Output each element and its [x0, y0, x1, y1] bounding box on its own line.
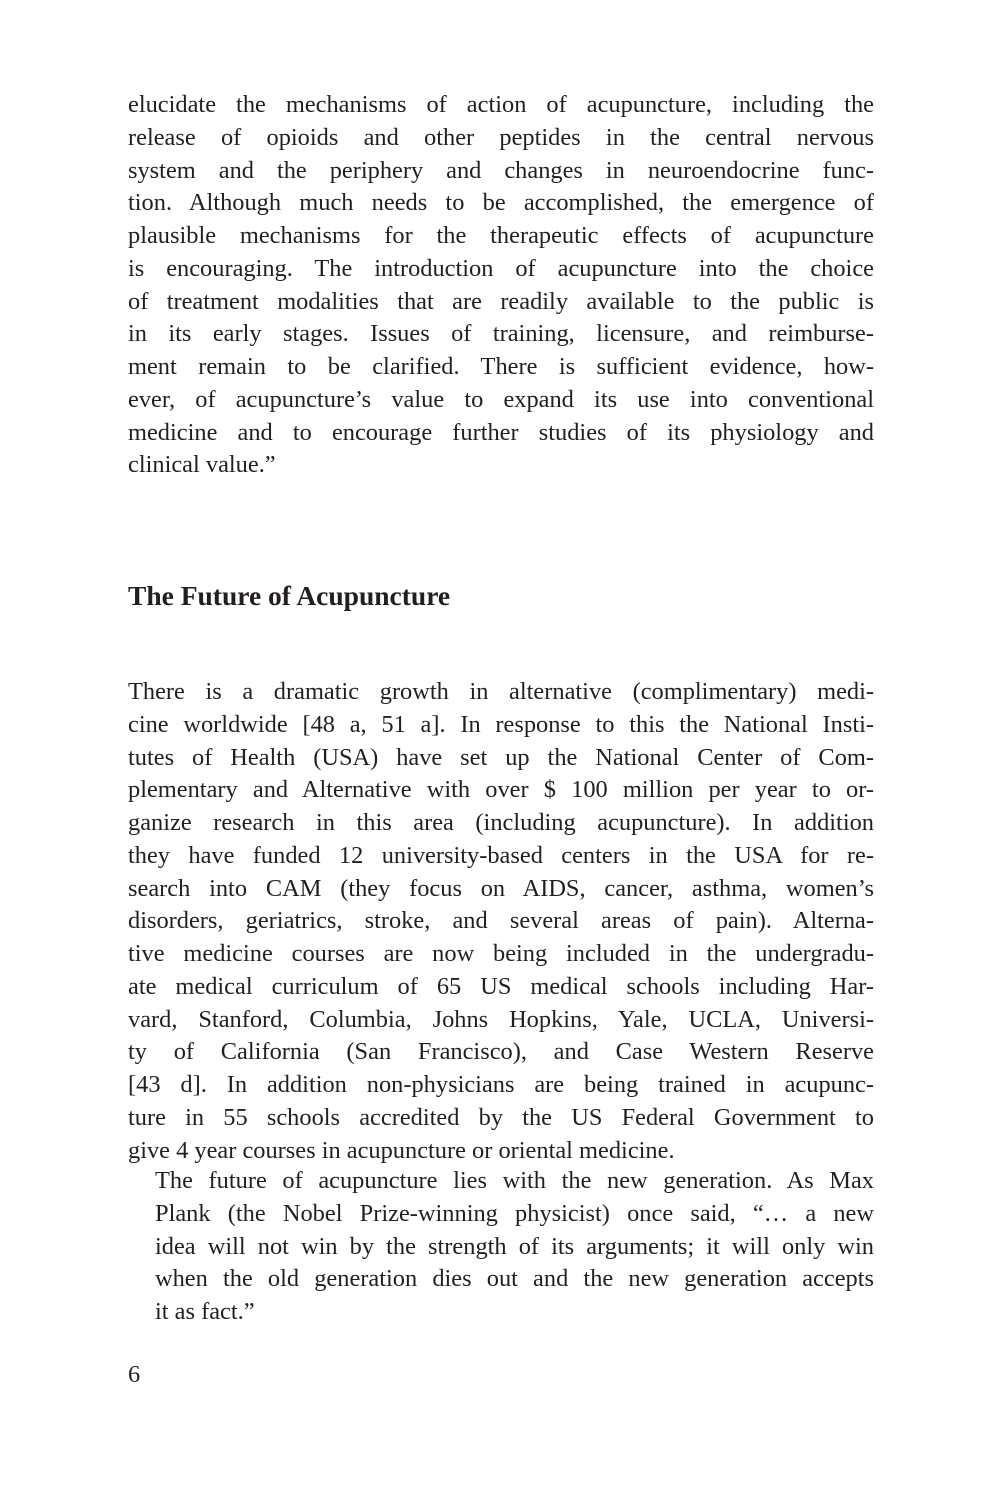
text-line: tive medicine courses are now being included in the undergradu-: [128, 940, 874, 967]
text-line: system and the periphery and changes in neuroendocrine func-: [128, 156, 874, 184]
text-line: they have funded 12 university-based centers in the USA for re-: [128, 841, 874, 869]
text-line: cine worldwide [48 a, 51 a]. In response to this the National Insti-: [128, 710, 874, 738]
text-line: tion. Although much needs to be accomplished, the emergence of: [128, 189, 874, 217]
text-line: ty of California (San Francisco), and Case Western Reserve: [128, 1038, 874, 1066]
section-heading: The Future of Acupuncture: [128, 580, 451, 611]
text-line: when the old generation dies out and the new generation accepts: [155, 1265, 874, 1293]
text-line: [43 d]. In addition non-physicians are being trained in acupunc-: [128, 1071, 874, 1098]
text-line: medicine and to encourage further studies of its physiology and: [128, 418, 874, 446]
text-line: There is a dramatic growth in alternative (complimentary) medi-: [128, 678, 874, 705]
text-line: of treatment modalities that are readily available to the public is: [128, 287, 874, 315]
paragraph-future-body-1: [128, 676, 874, 1167]
text-line: ture in 55 schools accredited by the US Federal Government to: [128, 1103, 874, 1131]
text-line: Plank (the Nobel Prize-winning physicist) once said, “… a new: [155, 1199, 874, 1227]
text-line: ment remain to be clarified. There is sufficient evidence, how-: [128, 353, 874, 380]
text-line: idea will not win by the strength of its arguments; it will only win: [155, 1232, 874, 1260]
text-line: vard, Stanford, Columbia, Johns Hopkins, Yale, UCLA, Universi-: [128, 1005, 874, 1033]
text-line: in its early stages. Issues of training, licensure, and reimburse-: [128, 320, 874, 348]
text-line: it as fact.”: [155, 1298, 255, 1325]
text-line: The future of acupuncture lies with the new generation. As Max: [155, 1167, 874, 1194]
text-line: plementary and Alternative with over $ 100 million per year to or-: [128, 776, 874, 804]
paragraph-future-body-2: [128, 1165, 874, 1329]
text-line: disorders, geriatrics, stroke, and several areas of pain). Alterna-: [128, 907, 874, 935]
text-line: tutes of Health (USA) have set up the National Center of Com-: [128, 743, 874, 771]
text-line: ate medical curriculum of 65 US medical schools including Har-: [128, 972, 874, 1000]
text-line: plausible mechanisms for the therapeutic effects of acupuncture: [128, 222, 874, 249]
text-line: clinical value.”: [128, 451, 276, 479]
text-line: is encouraging. The introduction of acupuncture into the choice: [128, 254, 874, 282]
text-line: ever, of acupuncture’s value to expand its use into conventional: [128, 385, 874, 413]
text-line: release of opioids and other peptides in the central nervous: [128, 123, 874, 151]
page-number: 6: [128, 1361, 141, 1388]
text-line: search into CAM (they focus on AIDS, cancer, asthma, women’s: [128, 874, 874, 902]
text-line: elucidate the mechanisms of action of acupuncture, including the: [128, 91, 874, 118]
text-line: give 4 year courses in acupuncture or oriental medicine.: [128, 1136, 675, 1164]
text-line: ganize research in this area (including acupuncture). In addition: [128, 809, 874, 836]
paragraph-intro-continuation: [128, 89, 874, 482]
